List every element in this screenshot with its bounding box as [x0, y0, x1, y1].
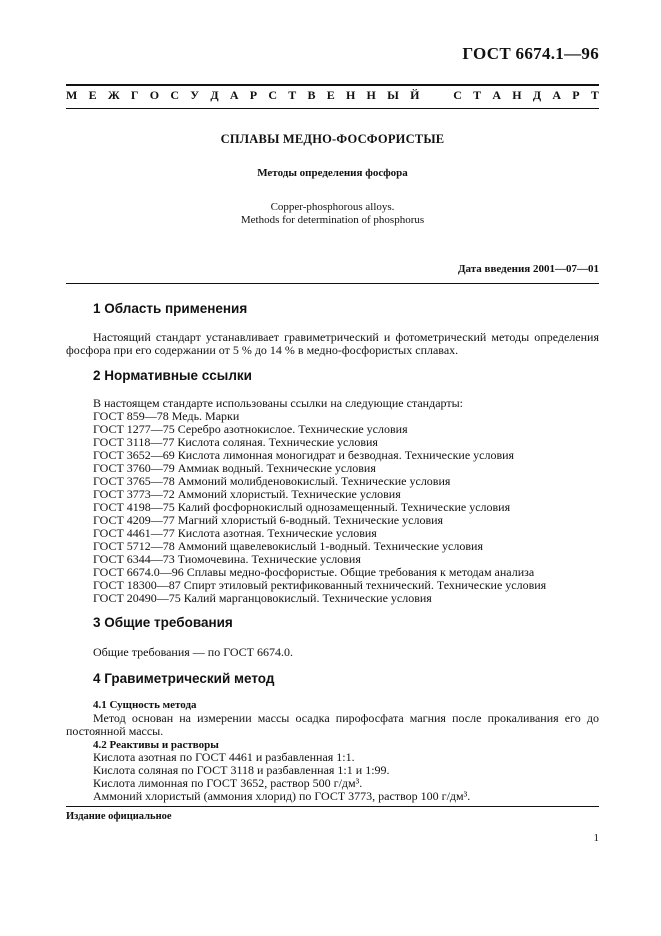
subsection-4-2-heading: 4.2 Реактивы и растворы	[93, 739, 219, 751]
banner-letter: Т	[590, 88, 599, 102]
banner-letter: А	[229, 88, 239, 102]
banner-letter: Е	[326, 88, 335, 102]
page-number: 1	[593, 832, 599, 844]
reagent-item: Аммоний хлористый (аммония хлорид) по ГОСТ 3773, раствор 100 г/дм³.	[93, 789, 471, 803]
reference-item: ГОСТ 6344—73 Тиомочевина. Технические условия	[93, 552, 361, 566]
banner-letter: Ж	[107, 88, 120, 102]
reference-item: ГОСТ 1277—75 Серебро азотнокислое. Технические условия	[93, 422, 408, 436]
section-1-text: Настоящий стандарт устанавливает гравиметрический и фотометрический методы определения фосфора при его содержании от 5 % до 14 % в медно-фосфористых сплавах.	[66, 330, 599, 357]
subsection-4-1-heading: 4.1 Сущность метода	[93, 699, 197, 711]
banner-letter: Е	[88, 88, 97, 102]
gost-code: ГОСТ 6674.1—96	[462, 44, 599, 63]
banner-letter: У	[190, 88, 200, 102]
reference-item: ГОСТ 20490—75 Калий марганцовокислый. Технические условия	[93, 591, 432, 605]
banner-letter: Д	[532, 88, 542, 102]
document-title: СПЛАВЫ МЕДНО-ФОСФОРИСТЫЕ	[220, 132, 445, 146]
banner-letter: С	[453, 88, 462, 102]
banner-letter: Т	[473, 88, 482, 102]
banner-letter: Ы	[387, 88, 399, 102]
reference-item: ГОСТ 5712—78 Аммоний щавелевокислый 1-водный. Технические условия	[93, 539, 483, 553]
reference-item: ГОСТ 4198—75 Калий фосфорнокислый однозамещенный. Технические условия	[93, 500, 511, 514]
section-4-heading: 4 Гравиметрический метод	[93, 671, 275, 686]
banner-letter: Й	[410, 88, 420, 102]
date-rule	[66, 283, 599, 284]
banner-letter: Т	[288, 88, 297, 102]
section-3-text: Общие требования — по ГОСТ 6674.0.	[93, 645, 293, 659]
section-2-heading: 2 Нормативные ссылки	[93, 368, 252, 383]
reagent-item: Кислота соляная по ГОСТ 3118 и разбавленная 1:1 и 1:99.	[93, 763, 390, 777]
references-intro: В настоящем стандарте использованы ссылки на следующие стандарты:	[93, 396, 464, 410]
english-title-1: Copper-phosphorous alloys.	[270, 201, 395, 213]
banner-letter: Н	[512, 88, 522, 102]
reference-item: ГОСТ 4461—77 Кислота азотная. Технические условия	[93, 526, 377, 540]
reagent-item: Кислота лимонная по ГОСТ 3652, раствор 500 г/дм³.	[93, 776, 363, 790]
document-subtitle: Методы определения фосфора	[257, 167, 408, 179]
banner-letter: О	[149, 88, 160, 102]
banner-letter: Р	[572, 88, 580, 102]
banner-rule	[66, 108, 599, 109]
banner-letter: В	[307, 88, 316, 102]
banner-letter: А	[552, 88, 562, 102]
reference-item: ГОСТ 3760—79 Аммиак водный. Технические условия	[93, 461, 376, 475]
reference-item: ГОСТ 3652—69 Кислота лимонная моногидрат и безводная. Технические условия	[93, 448, 515, 462]
banner-letter: А	[492, 88, 502, 102]
reference-item: ГОСТ 3118—77 Кислота соляная. Технические условия	[93, 435, 378, 449]
reference-item: ГОСТ 18300—87 Спирт этиловый ректификованный технический. Технические условия	[93, 578, 547, 592]
banner-letter: Г	[130, 88, 139, 102]
section-1-heading: 1 Область применения	[93, 301, 248, 316]
effective-date: Дата введения 2001—07—01	[457, 263, 599, 275]
reference-item: ГОСТ 859—78 Медь. Марки	[93, 409, 240, 423]
reference-item: ГОСТ 6674.0—96 Сплавы медно-фосфористые. Общие требования к методам анализа	[93, 565, 535, 579]
subsection-4-1-text: Метод основан на измерении массы осадка пирофосфата магния после прокаливания его до постоянной массы.	[66, 711, 599, 738]
reference-item: ГОСТ 3765—78 Аммоний молибденовокислый. Технические условия	[93, 474, 451, 488]
banner-letter: Н	[366, 88, 376, 102]
reagent-item: Кислота азотная по ГОСТ 4461 и разбавленная 1:1.	[93, 750, 355, 764]
reagents-list	[93, 751, 470, 803]
banner-letter: С	[170, 88, 180, 102]
interstate-standard-banner	[66, 88, 599, 103]
section-3-heading: 3 Общие требования	[93, 615, 233, 630]
banner-letter: Н	[345, 88, 356, 102]
reference-item: ГОСТ 4209—77 Магний хлористый 6-водный. Технические условия	[93, 513, 444, 527]
banner-letter: Д	[210, 88, 219, 102]
edition-label: Издание официальное	[66, 811, 172, 822]
header-rule	[66, 84, 599, 86]
banner-letter: С	[268, 88, 277, 102]
english-title-2: Methods for determination of phosphorus	[240, 214, 425, 226]
banner-letter: М	[66, 88, 78, 102]
footer-rule	[66, 806, 599, 807]
reference-item: ГОСТ 3773—72 Аммоний хлористый. Технические условия	[93, 487, 401, 501]
banner-letter: Р	[249, 88, 258, 102]
references-list	[93, 397, 546, 605]
